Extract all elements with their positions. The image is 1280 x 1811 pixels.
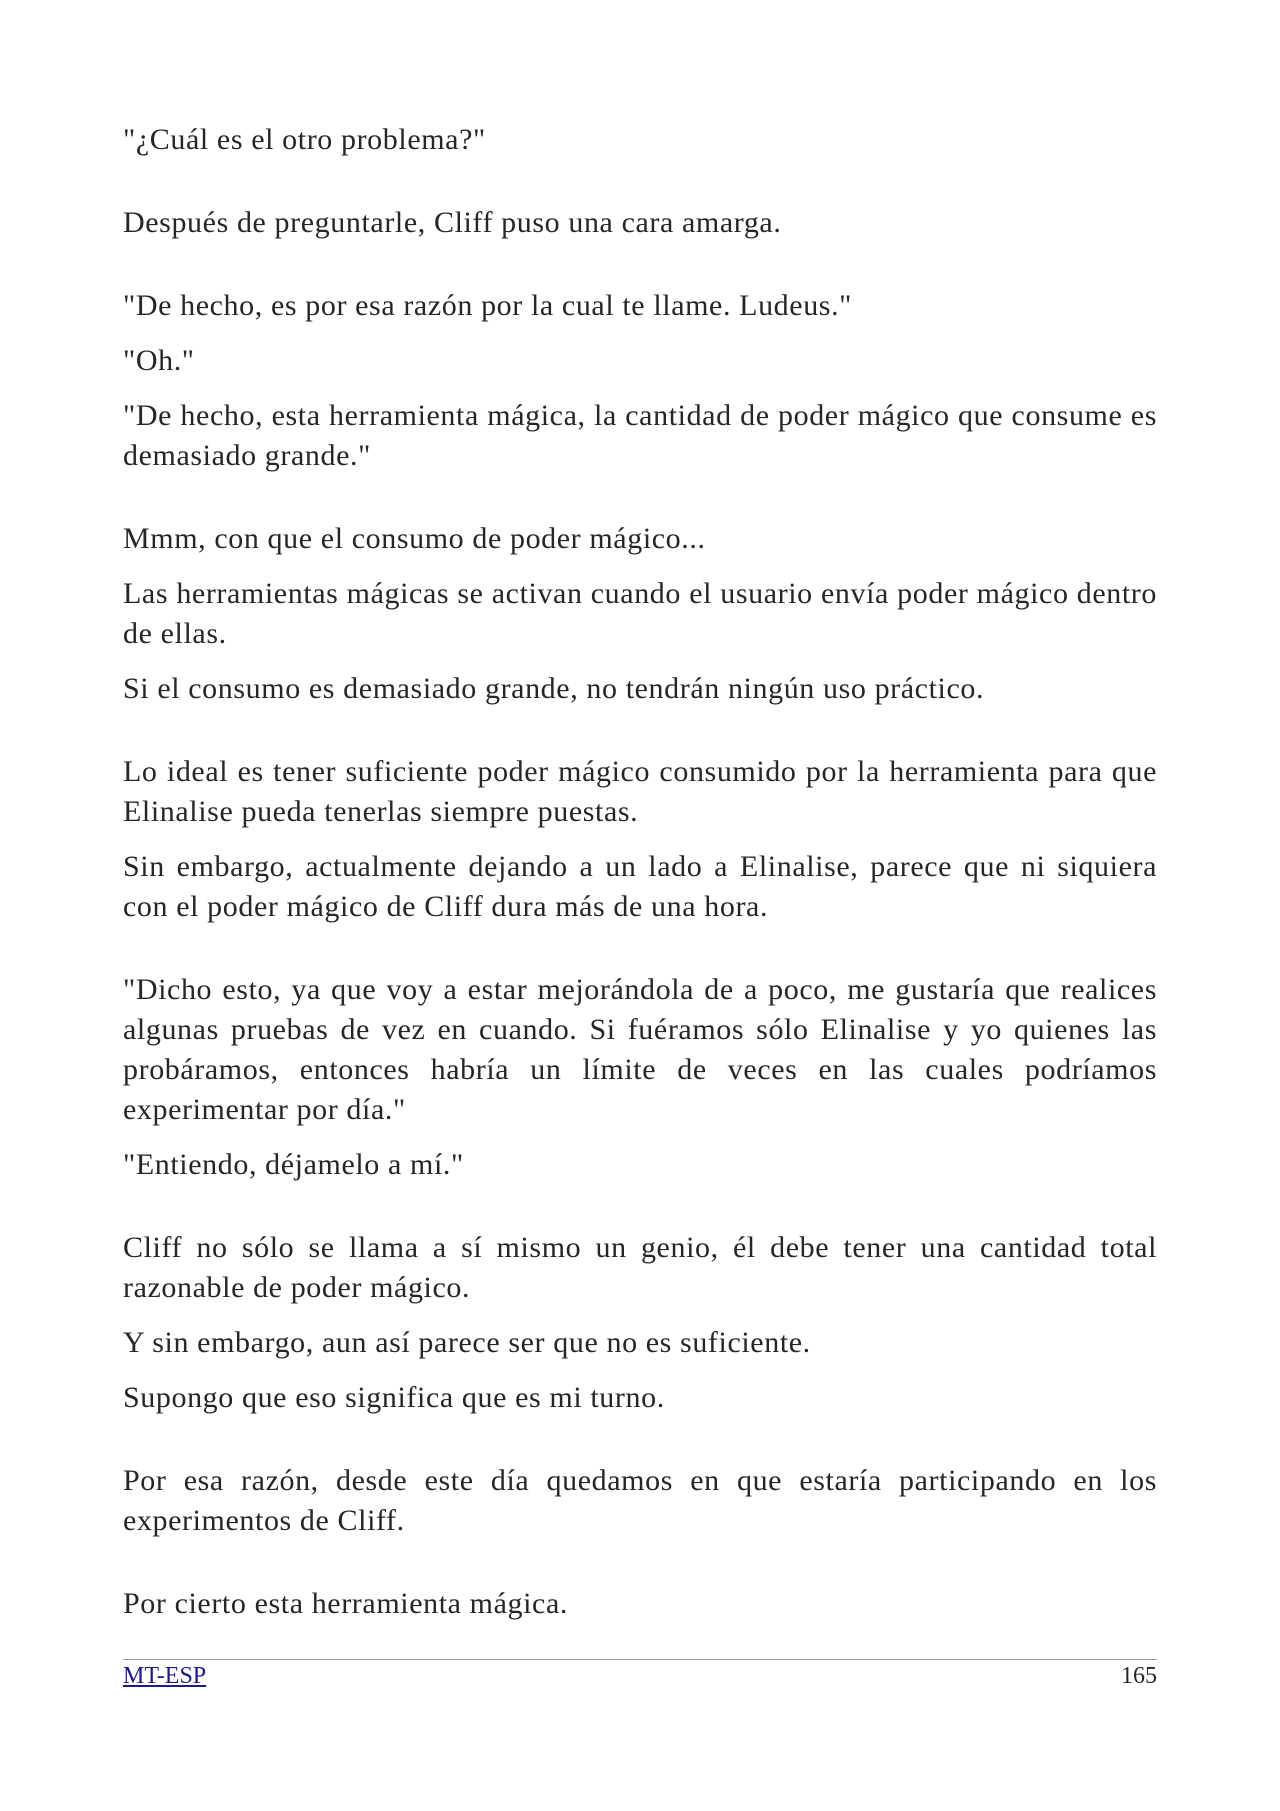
paragraph-11: "Dicho esto, ya que voy a estar mejorándola de a poco, me gustaría que realices algunas pruebas de vez en cuando. Si fuéramos sólo Elinalise y yo quienes las probáramos, entonces habría un límite de veces en las cuales podríamos experimentar por día." (123, 973, 1157, 1126)
paragraph-5: "De hecho, esta herramienta mágica, la cantidad de poder mágico que consume es demasiado grande." (123, 399, 1157, 472)
paragraph-8: Si el consumo es demasiado grande, no tendrán ningún uso práctico. (123, 672, 985, 705)
paragraph-10: Sin embargo, actualmente dejando a un lado a Elinalise, parece que ni siquiera con el poder mágico de Cliff dura más de una hora. (123, 850, 1157, 923)
paragraph-4: "Oh." (123, 344, 195, 377)
paragraph-12: "Entiendo, déjamelo a mí." (123, 1148, 464, 1181)
paragraph-15: Supongo que eso significa que es mi turno. (123, 1381, 665, 1414)
paragraph-9: Lo ideal es tener suficiente poder mágico consumido por la herramienta para que Elinalise pueda tenerlas siempre puestas. (123, 755, 1157, 828)
paragraph-6: Mmm, con que el consumo de poder mágico... (123, 522, 706, 555)
paragraph-16: Por esa razón, desde este día quedamos en que estaría participando en los experimentos de Cliff. (123, 1464, 1157, 1537)
footer-divider (123, 1659, 1157, 1660)
paragraph-3: "De hecho, es por esa razón por la cual te llame. Ludeus." (123, 289, 853, 322)
paragraph-17: Por cierto esta herramienta mágica. (123, 1587, 568, 1620)
page-body (123, 120, 1157, 1624)
paragraph-13: Cliff no sólo se llama a sí mismo un genio, él debe tener una cantidad total razonable de poder mágico. (123, 1231, 1157, 1304)
footer-source-link[interactable]: MT-ESP (123, 1663, 207, 1689)
paragraph-2: Después de preguntarle, Cliff puso una cara amarga. (123, 206, 782, 239)
paragraph-7: Las herramientas mágicas se activan cuando el usuario envía poder mágico dentro de ellas. (123, 577, 1157, 650)
page-number: 165 (1121, 1663, 1157, 1689)
paragraph-14: Y sin embargo, aun así parece ser que no es suficiente. (123, 1326, 811, 1359)
paragraph-1: "¿Cuál es el otro problema?" (123, 123, 486, 156)
